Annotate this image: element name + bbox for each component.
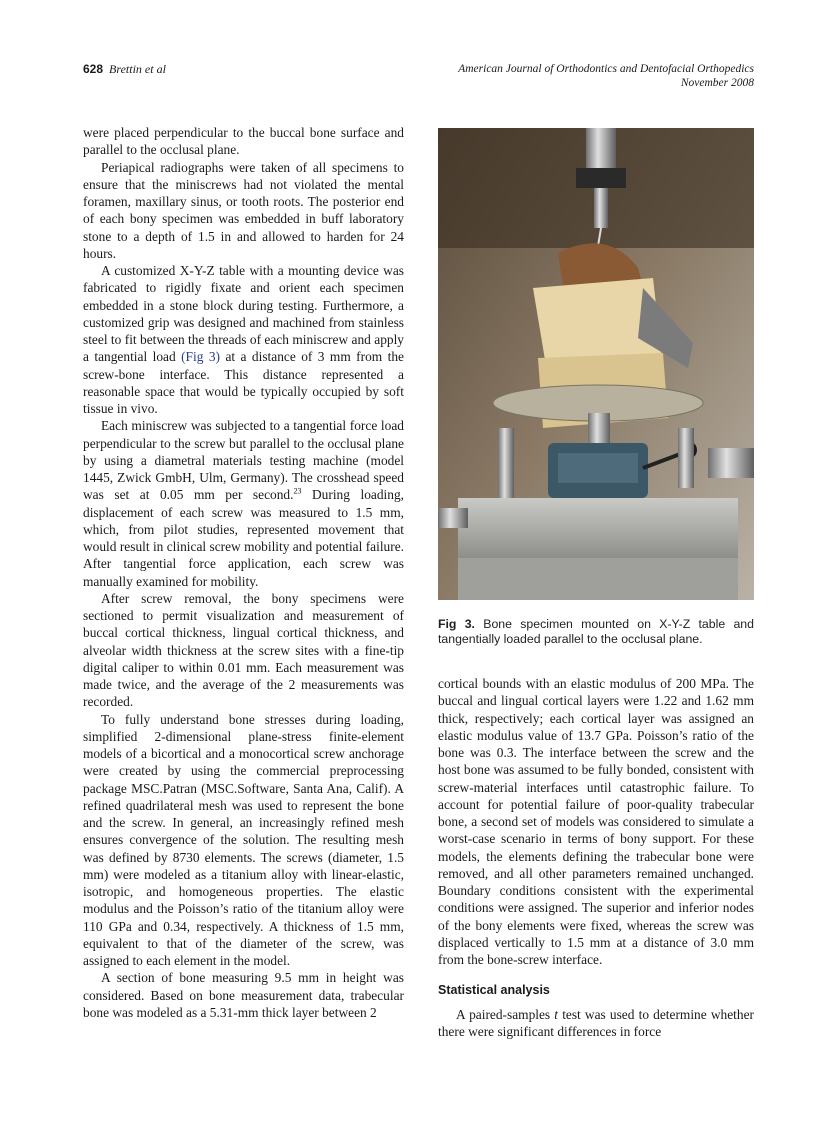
paragraph: To fully understand bone stresses during loading, simplified 2-dimensional plane-stress finite-element models of a bicortical and a monocortical screw anchorage were created by using the commercial preprocessing package MSC.Patran (MSC.Software, Santa Ana, Calif). A refined quadrilateral mesh was used to represent the bone and the screw. In general, an increasingly refined mesh ensures convergence of the solution. The resulting mesh was defined by 8730 elements. The screws (diameter, 1.5 mm) were modeled as a titanium alloy with linear-elastic, isotropic, and homogeneous properties. The elastic modulus and the Poisson’s ratio of the titanium alloy were 110 GPa and 0.34, respectively. A thickness of 1.5 mm, equivalent to that of the diameter of the screw, was assigned to each element in the model. [83,711,404,968]
paragraph [83,417,404,590]
paragraph [83,262,404,417]
paragraph-text: Each miniscrew was subjected to a tangential force load perpendicular to the screw but parallel to the occlusal plane by using a diametral materials testing machine (model 1445, Zwick GmbH, Ulm, Germany). The crosshead speed was set at 0.05 mm per second. [83,418,404,503]
figure-caption [438,617,754,647]
figure-reference-link[interactable]: (Fig 3) [181,349,220,365]
right-column [438,675,754,1040]
paragraph-text: During loading, displacement of each screw was measured to 1.5 mm, which, from pilot studies, represented movement that would result in clinical screw mobility and potential failure. After tangential force application, each screw was manually examined for mobility. [83,487,404,589]
paragraph: A section of bone measuring 9.5 mm in height was considered. Based on bone measurement data, trabecular bone was modeled as a 5.31-mm thick layer between 2 [83,970,404,1020]
caption-text: Bone specimen mounted on X-Y-Z table and tangentially loaded parallel to the occlusal plane. [438,617,754,646]
figure-3-photo [438,128,754,600]
paragraph-text: at a distance of 3 mm from the screw-bone interface. This distance represented a reasonable space that would be typically occupied by soft tissue in vivo. [83,349,404,416]
left-column [83,124,404,1021]
paragraph-text: A paired-samples [456,1006,551,1022]
paragraph: Periapical radiographs were taken of all specimens to ensure that the miniscrews had not violated the mental foramen, maxillary sinus, or tooth roots. The posterior end of each bony specimen was embedded in buff laboratory stone to a depth of 1.5 in and allowed to harden for 24 hours. [83,159,404,261]
paragraph-text: test was used to determine whether there were significant differences in force [438,1006,754,1039]
journal-title: American Journal of Orthodontics and Dentofacial Orthopedics [458,63,754,75]
paragraph [438,1006,754,1041]
citation-link[interactable]: 23 [293,486,302,496]
testing-machine-photo [438,128,754,600]
paragraph-text: A customized X-Y-Z table with a mounting device was fabricated to rigidly fixate and orient each specimen embedded in a stone block during testing. Furthermore, a customized grip was designed and machined from stainless steel to fit between the threads of each miniscrew and apply a tangential load [83,263,404,365]
running-header-right [458,62,754,90]
running-authors: Brettin et al [109,62,166,76]
paragraph: were placed perpendicular to the buccal bone surface and parallel to the occlusal plane. [83,125,404,158]
page-number: 628 [83,62,104,76]
section-heading: Statistical analysis [438,983,550,998]
figure-label: Fig 3. [438,617,475,631]
italic-symbol: t [554,1006,559,1022]
paragraph: After screw removal, the bony specimens were sectioned to permit visualization and measurement of buccal cortical thickness, lingual cortical thickness, and alveolar width thickness at the screw sites with a fine-tip digital caliper to within 0.01 mm. Each measurement was made twice, and the average of the 2 measurements was recorded. [83,590,404,710]
running-header-left [83,62,166,77]
paragraph: cortical bounds with an elastic modulus of 200 MPa. The buccal and lingual cortical layers were 1.22 and 1.62 mm thick, respectively; each cortical layer was assigned an elastic modulus value of 13.7 GPa. Poisson’s ratio of the bone was 0.3. The interface between the screw and the host bone was assumed to be fully bonded, consistent with screw-material interfaces until catastrophic failure. To account for potential failure of poor-quality trabecular bone, a second set of models was considered to simulate a worst-case scenario in terms of bony support. For these models, the elements defining the trabecular bone were removed, and all other parameters remained unchanged. Boundary conditions consistent with the experimental conditions were assigned. The superior and inferior nodes of the bony elements were fixed, whereas the screw was displaced vertically to 1.5 mm at a distance of 3.0 mm from the bone-screw interface. [438,676,754,967]
issue-date: November 2008 [680,77,754,89]
